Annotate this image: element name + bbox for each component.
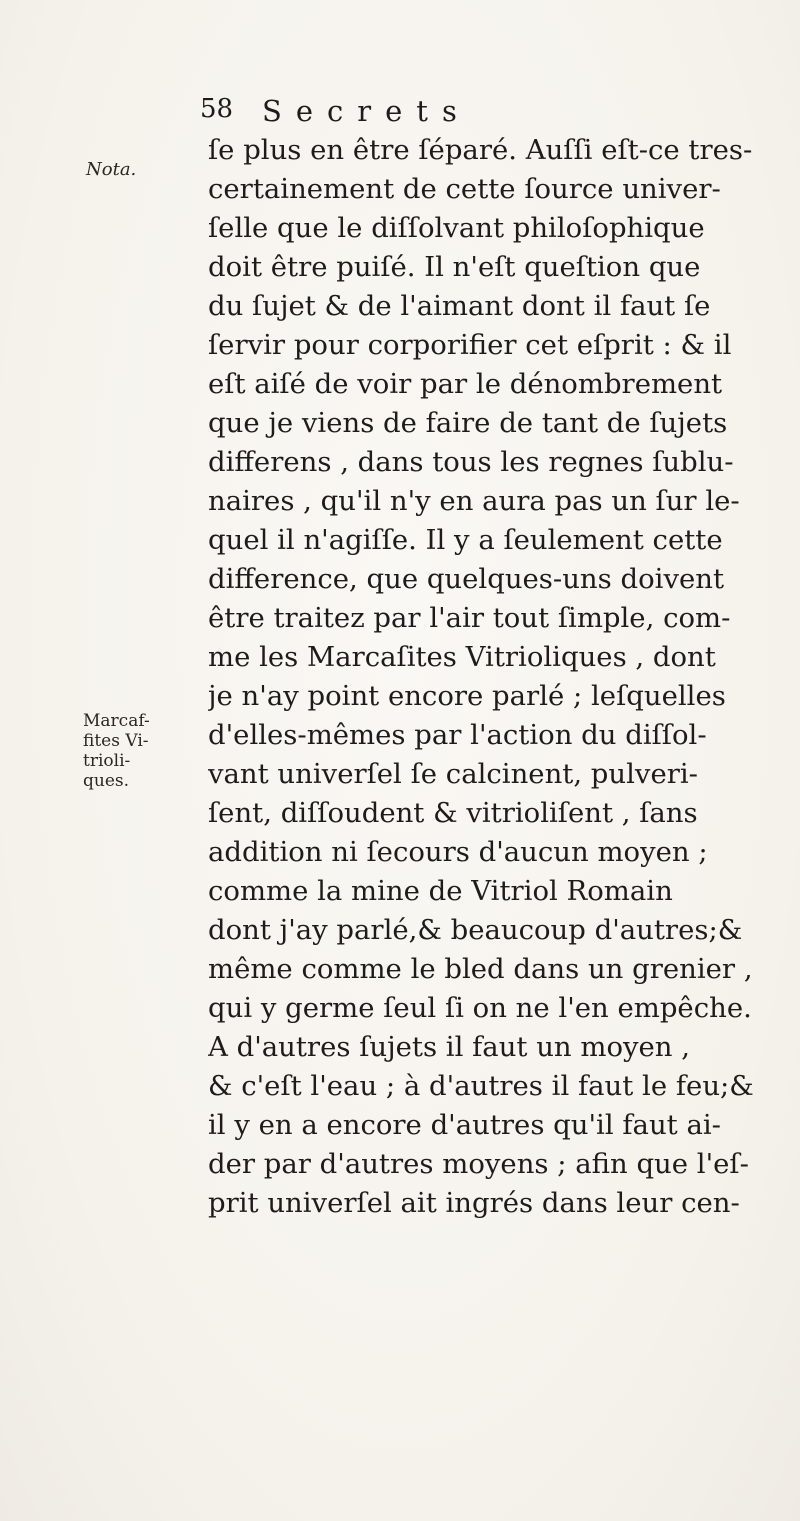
text-line: doit être puiſé. Il n'eſt queſtion que <box>208 251 701 283</box>
page-header <box>200 94 620 134</box>
margin-note-line: ques. <box>83 771 130 791</box>
text-line: quel il n'agiſſe. Il y a ſeulement cette <box>208 524 723 556</box>
text-line: ſelle que le diſſolvant philoſophique <box>208 212 705 244</box>
text-line: être traitez par l'air tout ſimple, com- <box>208 602 731 634</box>
margin-note-line: trioli- <box>83 751 131 771</box>
text-line: vant univerſel ſe calcinent, pulveri- <box>208 758 698 790</box>
text-line: je n'ay point encore parlé ; leſquelles <box>208 680 726 712</box>
text-line: ſervir pour corporifier cet eſprit : & il <box>208 329 732 361</box>
text-line: prit univerſel ait ingrés dans leur cen- <box>208 1187 740 1219</box>
text-line: me les Marcaſites Vitrioliques , dont <box>208 641 716 673</box>
margin-note-marcasites <box>83 711 150 791</box>
margin-note-line: Marcaf- <box>83 711 150 731</box>
text-line: der par d'autres moyens ; afin que l'eſ- <box>208 1148 749 1180</box>
margin-note-nota: Nota. <box>86 159 137 180</box>
text-line: ſent, diſſoudent & vitrioliſent , ſans <box>208 797 698 829</box>
text-line: differens , dans tous les regnes ſublu- <box>208 446 734 478</box>
text-line: addition ni ſecours d'aucun moyen ; <box>208 836 708 868</box>
text-line: que je viens de faire de tant de ſujets <box>208 407 728 439</box>
text-line: même comme le bled dans un grenier , <box>208 953 753 985</box>
text-line: certainement de cette ſource univer- <box>208 173 721 205</box>
text-line: eſt aiſé de voir par le dénombrement <box>208 368 723 400</box>
body-text <box>208 131 788 1223</box>
text-line: d'elles-mêmes par l'action du diſſol- <box>208 719 707 751</box>
text-line: dont j'ay parlé,& beaucoup d'autres;& <box>208 914 743 946</box>
text-line: ſe plus en être ſéparé. Auſſi eſt-ce tres- <box>208 134 753 166</box>
text-line: & c'eſt l'eau ; à d'autres il faut le feu;& <box>208 1070 754 1102</box>
text-line: comme la mine de Vitriol Romain <box>208 875 673 907</box>
text-line: du ſujet & de l'aimant dont il faut ſe <box>208 290 711 322</box>
margin-note-line: fites Vi- <box>83 731 149 751</box>
text-line: A d'autres ſujets il faut un moyen , <box>208 1031 691 1063</box>
text-line: difference, que quelques-uns doivent <box>208 563 725 595</box>
text-line: naires , qu'il n'y en aura pas un ſur le- <box>208 485 740 517</box>
running-head: Secrets <box>262 94 471 128</box>
page-number: 58 <box>200 94 234 124</box>
text-line: il y en a encore d'autres qu'il faut ai- <box>208 1109 721 1141</box>
text-line: qui y germe ſeul ſi on ne l'en empêche. <box>208 992 752 1024</box>
